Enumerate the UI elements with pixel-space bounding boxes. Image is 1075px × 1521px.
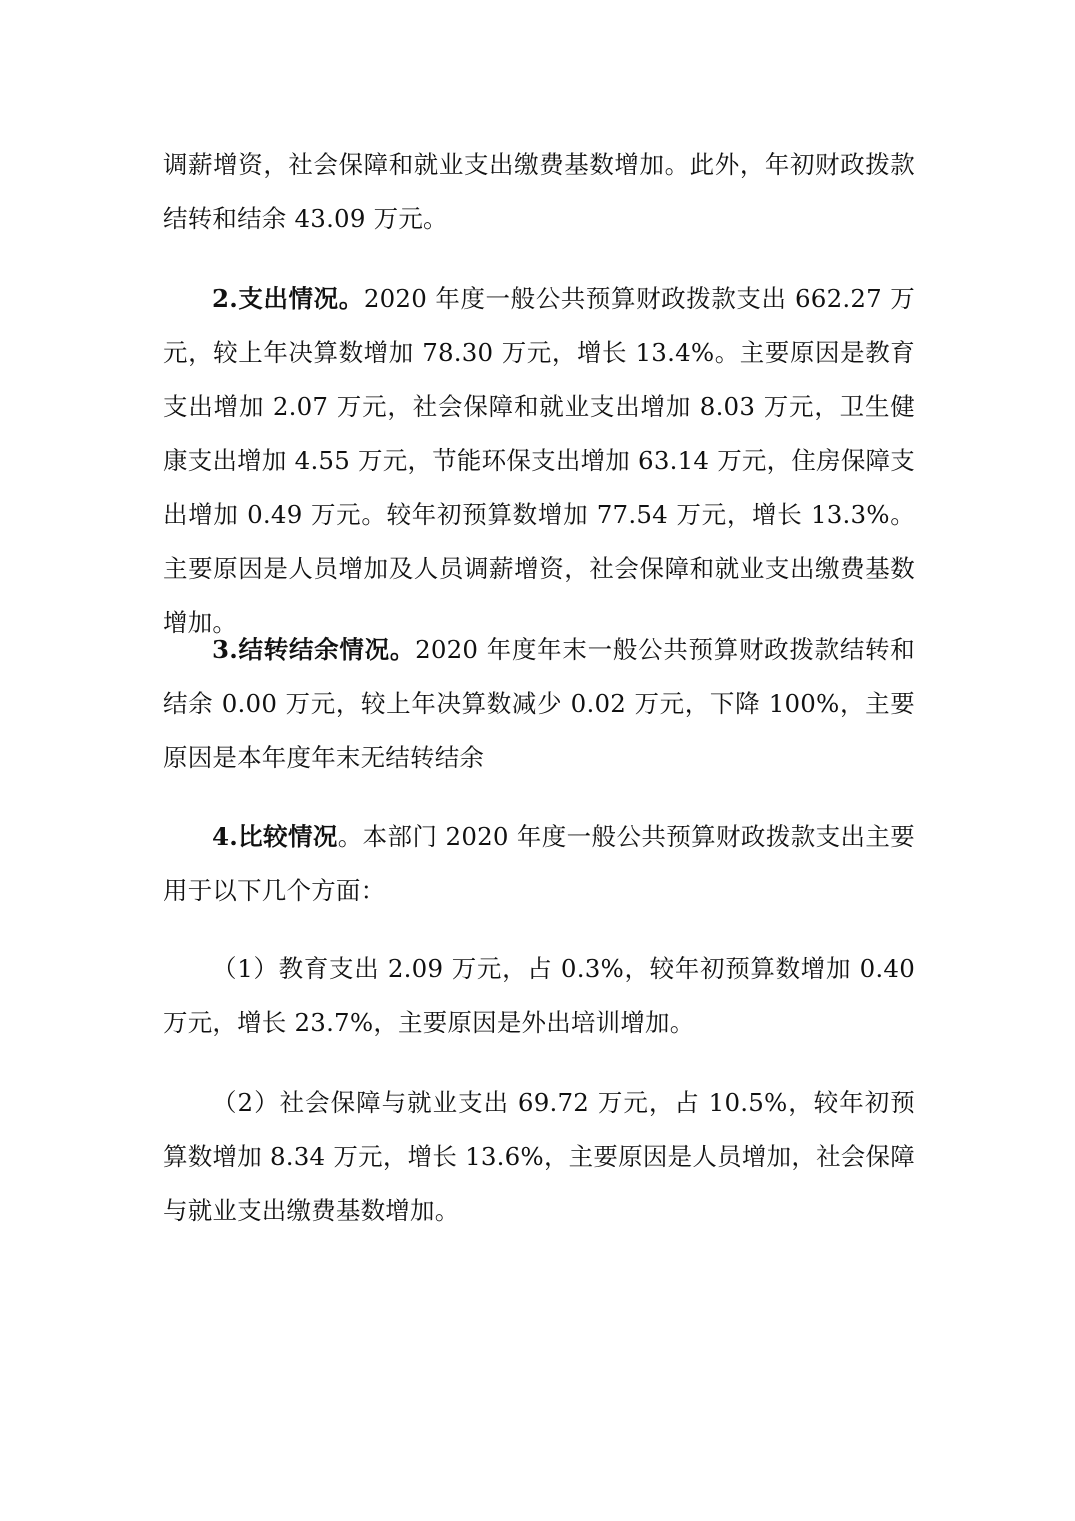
heading-expenditure: 2.支出情况。	[212, 284, 364, 313]
paragraph-carryover-body: 2020 年度年末一般公共预算财政拨款结转和结余 0.00 万元，较上年决算数减少 0.02 万元，下降 100%，主要原因是本年度年末无结转结余	[163, 635, 915, 772]
paragraph-comparison	[163, 810, 915, 918]
paragraph-carryover	[163, 623, 915, 785]
heading-comparison: 4.比较情况	[212, 822, 338, 851]
heading-carryover: 3.结转结余情况。	[212, 635, 416, 664]
list-item-education: （1）教育支出 2.09 万元，占 0.3%，较年初预算数增加 0.40 万元，增长 23.7%，主要原因是外出培训增加。	[163, 954, 915, 1037]
paragraph-income-continuation: 调薪增资，社会保障和就业支出缴费基数增加。此外，年初财政拨款结转和结余 43.09 万元。	[163, 150, 915, 233]
list-item-social-security: （2）社会保障与就业支出 69.72 万元，占 10.5%，较年初预算数增加 8.34 万元，增长 13.6%，主要原因是人员增加，社会保障与就业支出缴费基数增加。	[163, 1088, 915, 1225]
paragraph-comparison-body: 。本部门 2020 年度一般公共预算财政拨款支出主要用于以下几个方面：	[163, 822, 916, 905]
paragraph-expenditure	[163, 272, 915, 650]
paragraph-expenditure-body: 2020 年度一般公共预算财政拨款支出 662.27 万元，较上年决算数增加 78.30 万元，增长 13.4%。主要原因是教育支出增加 2.07 万元，社会保障和就业支出增加 8.03 万元，卫生健康支出增加 4.55 万元，节能环保支出增加 63.14 万元，住房保障支出增加 0.49 万元。较年初预算数增加 77.54 万元，增长 13.3%。主要原因是人员增加及人员调薪增资，社会保障和就业支出缴费基数增加。	[163, 284, 915, 637]
